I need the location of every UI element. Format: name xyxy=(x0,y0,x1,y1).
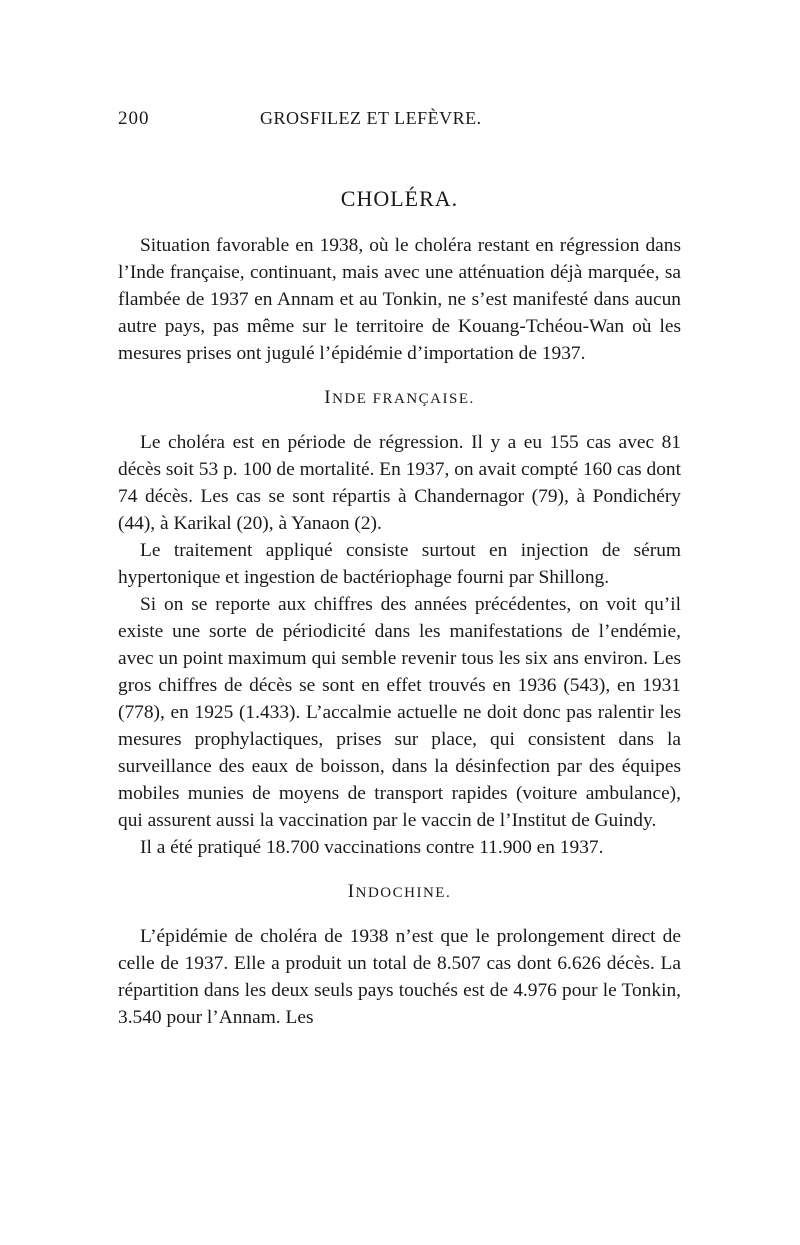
paragraph: Le choléra est en période de régression. Il y a eu 155 cas avec 81 décès soit 53 p. 100 de mortalité. En 1937, on avait compté 160 cas dont 74 décès. Les cas se sont répartis à Chandernagor (79), à Pondichéry (44), à Karikal (20), à Yanaon (2). xyxy=(118,432,681,534)
subheading-indochine xyxy=(118,881,681,903)
subheading-rest: NDOCHINE. xyxy=(355,885,452,901)
subheading-initial: I xyxy=(347,881,356,902)
subheading-initial: I xyxy=(324,387,333,408)
document-page xyxy=(118,108,681,1031)
page-number: 200 xyxy=(118,108,150,129)
paragraph: Si on se reporte aux chiffres des années précédentes, on voit qu’il existe une sorte de périodicité dans les manifestations de l’endémie, avec un point maximum qui semble revenir tous les six ans environ. Les gros chiffres de décès se sont en effet trouvés en 1936 (543), en 1931 (778), en 1925 (1.433). L’accalmie actuelle ne doit donc pas ralentir les mesures prophylactiques, prises sur place, qui consistent dans la surveillance des eaux de boisson, dans la désinfection par des équipes mobiles munies de moyens de transport rapides (voiture ambulance), qui assurent aussi la vaccination par le vaccin de l’Institut de Guindy. xyxy=(118,594,681,831)
running-title: GROSFILEZ ET LEFÈVRE. xyxy=(260,108,482,128)
subheading-inde-francaise xyxy=(118,387,681,409)
running-head xyxy=(118,108,681,148)
paragraph: L’épidémie de choléra de 1938 n’est que le prolongement direct de celle de 1937. Elle a produit un total de 8.507 cas dont 6.626 décès. La répartition dans les deux seuls pays touchés est de 4.976 pour le Tonkin, 3.540 pour l’Annam. Les xyxy=(118,926,681,1028)
subheading-rest: NDE FRANÇAISE. xyxy=(332,391,475,407)
section-title: CHOLÉRA. xyxy=(340,186,459,211)
intro-paragraph: Situation favorable en 1938, où le choléra restant en régression dans l’Inde française, continuant, mais avec une atténuation déjà marquée, sa flambée de 1937 en Annam et au Tonkin, ne s’est manifesté dans aucun autre pays, pas même sur le territoire de Kouang-Tchéou-Wan où les mesures prises ont jugulé l’épidémie d’importation de 1937. xyxy=(118,235,681,364)
paragraph: Le traitement appliqué consiste surtout en injection de sérum hypertonique et ingestion de bactériophage fourni par Shillong. xyxy=(118,540,681,588)
paragraph: Il a été pratiqué 18.700 vaccinations contre 11.900 en 1937. xyxy=(140,837,604,858)
